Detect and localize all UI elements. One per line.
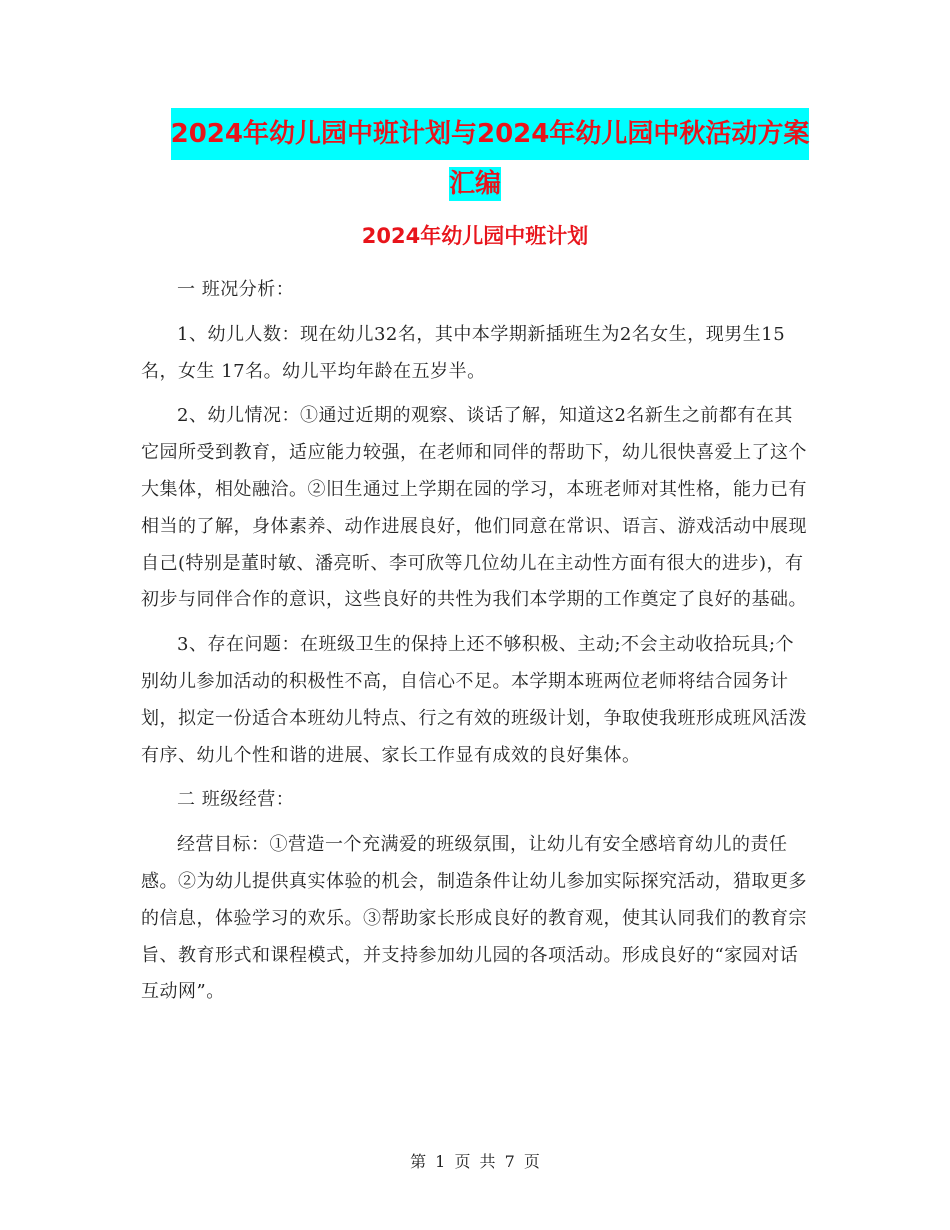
section-heading-class-management: 二 班级经营：	[177, 789, 295, 811]
document-title-line2: 汇编	[448, 169, 501, 199]
section-heading-class-analysis: 一 班况分析：	[177, 279, 295, 300]
page-footer: 第 1 页 共 7 页	[410, 1152, 540, 1171]
paragraph-child-situation: 2、幼儿情况：①通过近期的观察、谈话了解，知道这2名新生之前都有在其它园所受到教育，适应能力较强，在老师和同伴的帮助下，幼儿很快喜爱上了这个大集体，相处融洽。②旧生通过上学期在园的学习，本班老师对其性格，能力已有相当的了解，身体素养、动作进展良好，他们同意在常识、语言、游戏活动中展现自己(特别是董时敏、潘亮昕、李可欣等几位幼儿在主动性方面有很大的进步)，有初步与同伴合作的意识，这些良好的共性为我们本学期的工作奠定了良好的基础。	[141, 405, 807, 611]
paragraph-existing-problems: 3、存在问题：在班级卫生的保持上还不够积极、主动;不会主动收拾玩具;个别幼儿参加活动的积极性不高，自信心不足。本学期本班两位老师将结合园务计划，拟定一份适合本班幼儿特点、行之有效的班级计划，争取使我班形成班风活泼有序、幼儿个性和谐的进展、家长工作显有成效的良好集体。	[141, 634, 807, 766]
document-title	[0, 108, 950, 208]
document-body	[141, 272, 809, 1019]
section-title: 2024年幼儿园中班计划	[361, 224, 589, 248]
document-title-line1: 2024年幼儿园中班计划与2024年幼儿园中秋活动方案	[171, 108, 810, 160]
paragraph-child-count: 1、幼儿人数：现在幼儿32名，其中本学期新插班生为2名女生，现男生15名，女生 17名。幼儿平均年龄在五岁半。	[141, 323, 786, 382]
paragraph-management-goals: 经营目标：①营造一个充满爱的班级氛围，让幼儿有安全感培育幼儿的责任感。②为幼儿提供真实体验的机会，制造条件让幼儿参加实际探究活动，猎取更多的信息，体验学习的欢乐。③帮助家长形成良好的教育观，使其认同我们的教育宗旨、教育形式和课程模式，并支持参加幼儿园的各项活动。形成良好的“家园对话互动网”。	[141, 834, 807, 1003]
